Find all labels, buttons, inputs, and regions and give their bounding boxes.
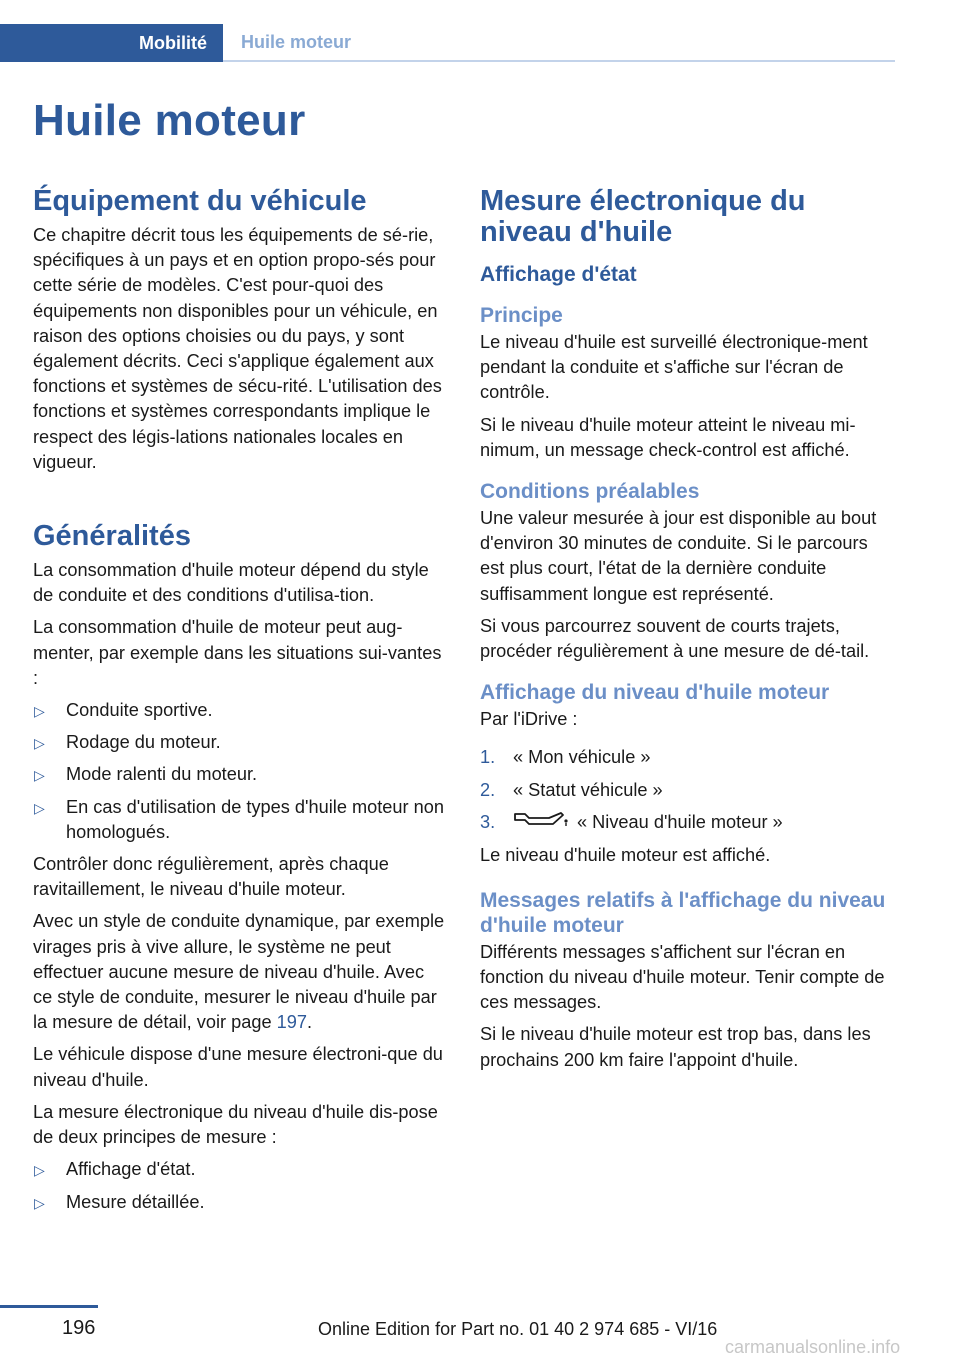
idrive-steps — [480, 745, 895, 835]
paragraph: La consommation d'huile moteur dépend du style de conduite et des conditions d'utilisa‐tion. — [33, 560, 429, 606]
paragraph: Contrôler donc régulièrement, après chaque ravitaillement, le niveau d'huile moteur. — [33, 854, 389, 900]
bullet-list-principles — [33, 1157, 448, 1214]
triangle-bullet-icon: ▷ — [34, 767, 45, 784]
paragraph: Une valeur mesurée à jour est disponible au bout d'environ 30 minutes de conduite. Si le parcours est plus court, l'état de la dernière conduite suffisamment longue est représenté. — [480, 508, 877, 604]
paragraph: Le niveau d'huile moteur est affiché. — [480, 844, 771, 865]
section-title-generalites: Généralités — [33, 520, 191, 553]
paragraph: Si le niveau d'huile moteur est trop bas, dans les prochains 200 km faire l'appoint d'huile. — [480, 1024, 871, 1070]
triangle-bullet-icon: ▷ — [34, 1162, 45, 1179]
header-tabs — [0, 24, 895, 62]
list-item: ▷ Mesure détaillée. — [33, 1190, 448, 1215]
footer-rule — [0, 1305, 98, 1308]
section-title-equipement: Équipement du véhicule — [33, 185, 367, 217]
triangle-bullet-icon: ▷ — [34, 799, 45, 816]
heading-principe: Principe — [480, 304, 563, 327]
list-item: 2. « Statut véhicule » — [480, 779, 663, 800]
triangle-bullet-icon: ▷ — [34, 735, 45, 752]
paragraph: La consommation d'huile de moteur peut aug‐menter, par exemple dans les situations sui‐vantes : — [33, 617, 442, 688]
paragraph: Si vous parcourrez souvent de courts trajets, procéder régulièrement à une mesure de dé‐tail. — [480, 615, 870, 662]
list-item: 3. « Niveau d'huile moteur » — [480, 810, 895, 836]
paragraph: La mesure électronique du niveau d'huile dis‐pose de deux principes de mesure : — [33, 1101, 438, 1148]
bullet-list-consumption — [33, 698, 448, 845]
paragraph: Différents messages s'affichent sur l'écran en fonction du niveau d'huile moteur. Tenir compte de ces messages. — [480, 941, 885, 1013]
oil-can-icon — [513, 810, 569, 835]
paragraph: Le véhicule dispose d'une mesure électroni‐que du niveau d'huile. — [33, 1044, 443, 1090]
tab-mobilite[interactable]: Mobilité — [0, 24, 223, 62]
tab-huile-moteur[interactable]: Huile moteur — [223, 24, 895, 62]
page-link[interactable]: 197 — [276, 1012, 308, 1033]
page-title: Huile moteur — [33, 96, 306, 145]
subsection-title-affichage-etat: Affichage d'état — [480, 263, 637, 286]
paragraph-equipement: Ce chapitre décrit tous les équipements de sé‐rie, spécifiques à un pays et en option propo‐sés pour cette série de modèles. C'est pour‐quoi des équipements non disponibles pour un véhicule, en raison des options choisies ou du pays, y sont également décrits. Ceci s'applique également aux fonctions et systèmes de sécu‐rité. L'utilisation des fonctions et systèmes correspondants implique le respect des légis‐lations nationales locales en vigueur. — [33, 225, 442, 472]
page-number: 196 — [62, 1317, 96, 1339]
list-item: ▷ Mode ralenti du moteur. — [33, 762, 448, 787]
edition-note: Online Edition for Part no. 01 40 2 974 685 - VI/16 — [318, 1319, 718, 1339]
paragraph: Si le niveau d'huile moteur atteint le niveau mi‐nimum, un message check-control est affiché. — [480, 414, 856, 460]
left-column — [33, 186, 448, 1222]
triangle-bullet-icon: ▷ — [34, 703, 45, 720]
heading-messages: Messages relatifs à l'affichage du niveau d'huile moteur — [480, 888, 886, 937]
list-item: ▷ Conduite sportive. — [33, 698, 448, 723]
paragraph: Le niveau d'huile est surveillé électronique‐ment pendant la conduite et s'affiche sur l'écran de contrôle. — [480, 332, 868, 403]
section-title-mesure: Mesure électronique du niveau d'huile — [480, 185, 806, 248]
list-item: ▷ Rodage du moteur. — [33, 730, 448, 755]
list-item: ▷ En cas d'utilisation de types d'huile moteur non homologués. — [34, 796, 444, 842]
paragraph: Par l'iDrive : — [480, 709, 578, 730]
heading-conditions: Conditions préalables — [480, 480, 700, 504]
list-item: ▷ Affichage d'état. — [33, 1157, 448, 1182]
right-column — [480, 186, 895, 1080]
watermark: carmanualsonline.info — [725, 1337, 901, 1357]
triangle-bullet-icon: ▷ — [34, 1194, 45, 1211]
list-item: 1. « Mon véhicule » — [480, 747, 651, 768]
paragraph-with-link: Avec un style de conduite dynamique, par exemple virages pris à vive allure, le système ne peut effectuer aucune mesure de niveau d'huile. Avec ce style de conduite, mesurer le niveau d'huile par la mesure de détail, voir page 197. — [33, 911, 445, 1033]
heading-affichage-niveau: Affichage du niveau d'huile moteur — [480, 681, 830, 705]
